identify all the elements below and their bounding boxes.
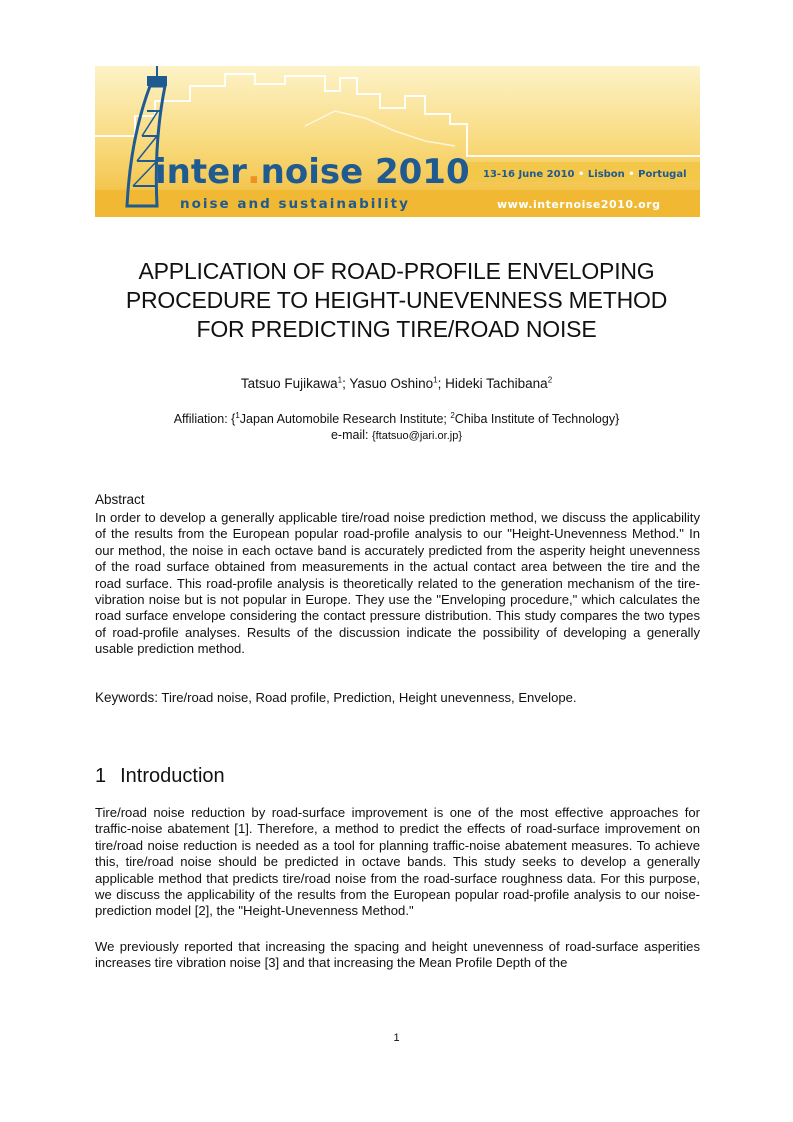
title-line-1: APPLICATION OF ROAD-PROFILE ENVELOPING [138,258,655,284]
author-affil-mark: 1 [337,375,343,385]
section-number: 1 [95,765,107,787]
author-name: Hideki Tachibana [445,376,548,391]
email-label: e-mail: [330,428,372,442]
author-list [0,376,793,391]
logo-text: inter.noise 2010 [155,151,470,192]
tagline: noise and sustainability [180,196,410,212]
author-affil-mark: 2 [547,375,553,385]
page-number: 1 [393,1032,400,1044]
paper-title [80,257,713,344]
section-heading [95,765,225,788]
author-name: Tatsuo Fujikawa [240,376,338,391]
author-separator: ; [342,376,350,391]
title-line-3: FOR PREDICTING TIRE/ROAD NOISE [196,316,597,342]
conference-banner [95,66,700,217]
intro-paragraph: Tire/road noise reduction by road-surface improvement is one of the most effective approaches for traffic-noise abatement [1]. Therefore, a method to predict the effects of road-surface improvement on tire/road noise reduction is needed as a tool for planning traffic-noise abatement measures. To achieve this, tire/road noise should be predicted in octave bands. This study seeks to develop a generally applicable method that predicts tire/road noise from the road-surface roughness data. For this purpose, we discuss the applicability of the results from the European popular road-profile analysis to our noise-prediction model [2], the "Height-Unevenness Method." [95,805,700,919]
keywords [95,690,700,706]
affiliation: Affiliation: {$^1$Japan Automobile Research Institute; $^2$Chiba Institute of Technology} e-mail: {ftatsuo@jari.or.jp} [173,410,620,442]
abstract-text: In order to develop a generally applicable tire/road noise prediction method, we discuss the applicability of the results from the European popular road-profile analysis to our "Height-Unevenness Method." In our method, the noise in each octave band is accurately predicted from the asperity height unevenness of the road surface obtained from measurements in the actual contact area between the tire and the road surface. This road-profile analysis is theoretically related to the generation mechanism of the tire-vibration noise but is not popular in Europe. They use the "Enveloping procedure," which calculates the road surface envelope considering the contact pressure distribution. This study compares the two types of road-profile analyses. Results of the discussion indicate the possibility of developing a generally usable prediction method. [95,510,700,657]
email-address[interactable]: {ftatsuo@jari.or.jp} [371,430,463,442]
keywords-label: Keywords: [95,690,159,705]
banner-graphic [95,66,700,217]
conference-dates: 13-16 June 2010 • Lisbon • Portugal [483,169,687,180]
intro-paragraph: We previously reported that increasing the spacing and height unevenness of road-surface asperities increases tire vibration noise [3] and that increasing the Mean Profile Depth of the [95,939,700,971]
author-name: Yasuo Oshino [349,376,434,391]
section-title: Introduction [120,765,225,787]
author-separator: ; [437,376,446,391]
title-line-2: PROCEDURE TO HEIGHT-UNEVENNESS METHOD [125,287,668,313]
website-url[interactable]: www.internoise2010.org [497,198,661,211]
keywords-text: Tire/road noise, Road profile, Prediction, Height unevenness, Envelope. [158,690,577,705]
author-affil-mark: 1 [433,375,438,385]
abstract-heading: Abstract [95,492,145,507]
